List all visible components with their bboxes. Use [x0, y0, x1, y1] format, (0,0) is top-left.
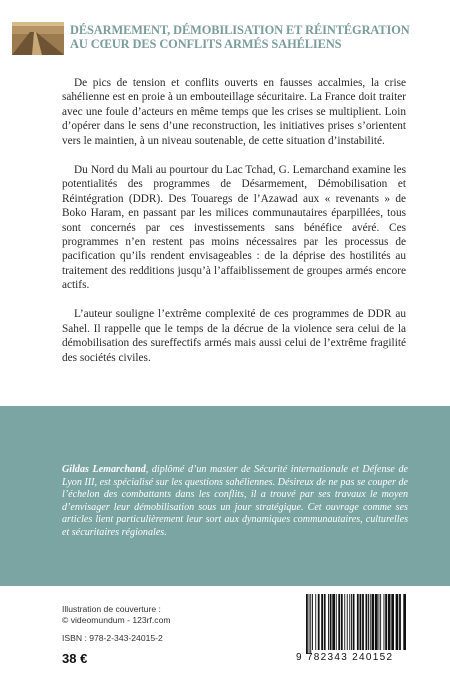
- barcode-bar: [315, 594, 316, 650]
- barcode-bar: [384, 594, 385, 650]
- author-name: Gildas Lemarchand: [62, 464, 146, 475]
- barcode-bar: [347, 594, 348, 650]
- barcode-bar: [370, 594, 371, 650]
- barcode-bar: [372, 594, 375, 650]
- barcode-bar: [336, 594, 337, 650]
- barcode-bar: [353, 594, 355, 650]
- barcode-digits: 9 782343 240152: [296, 652, 394, 663]
- credit-line-2: © videomundum - 123rf.com: [62, 614, 171, 625]
- barcode-bar: [357, 594, 359, 650]
- author-bio: [62, 464, 408, 540]
- barcode-bar: [324, 594, 326, 650]
- barcode-bar: [388, 594, 391, 650]
- barcode-bar: [344, 594, 345, 650]
- price: 38 €: [62, 651, 88, 666]
- barcode-bars: [304, 594, 408, 654]
- barcode-bar: [328, 594, 329, 650]
- credit-line-1: Illustration de couverture :: [62, 604, 161, 614]
- book-title: [70, 23, 440, 51]
- barcode-bar: [385, 594, 387, 650]
- barcode-bar: [310, 594, 311, 654]
- barcode-bar: [391, 594, 394, 650]
- barcode-bar: [349, 594, 350, 650]
- barcode-bar: [399, 594, 401, 650]
- barcode-bar: [330, 594, 332, 650]
- barcode-bar: [351, 594, 352, 650]
- barcode-bar: [403, 594, 406, 650]
- barcode: [296, 594, 412, 668]
- barcode-bar: [380, 594, 381, 650]
- barcode-bar: [321, 594, 323, 650]
- author-bio-text: , diplômé d’un master de Sécurité internationale et Défense de Lyon III, est spécialisé sur les questions sahéliennes. Désireux de ne pas se couper de l’échelon des combattants dans les conflits, il a trouvé par ses travaux le moyen d’envisager leur démobilisation sous un jour stratégique. Cet ouvrage comme ses articles lient particulièrement leur sort aux dynamiques communautaires, culturelles et sécuritaires régionales.: [62, 464, 409, 538]
- summary-paragraph-1: De pics de tension et conflits ouverts en fausses accalmies, la crise sahélienne est en proie à un embouteillage sécuritaire. La France doit traiter avec une foule d’acteurs en même temps que les crises se multiplient. Loin d’opérer dans le sens d’une reconstruction, les initiatives prises s’orientent vers le maintien, à un niveau soutenable, de cette situation d’instabilité.: [62, 77, 406, 147]
- barcode-bar: [379, 594, 380, 650]
- barcode-bar: [366, 594, 368, 650]
- barcode-bar: [309, 594, 310, 654]
- barcode-bar: [360, 594, 362, 650]
- barcode-bar: [318, 594, 320, 650]
- barcode-bar: [312, 594, 313, 650]
- barcode-bar: [341, 594, 343, 650]
- cover-thumbnail-image: [12, 22, 64, 55]
- barcode-bar: [332, 594, 335, 650]
- barcode-bar: [375, 594, 378, 650]
- isbn: ISBN : 978-2-343-24015-2: [62, 633, 163, 643]
- back-cover-summary: [62, 76, 406, 380]
- summary-paragraph-2: Du Nord du Mali au pourtour du Lac Tchad, G. Lemarchand examine les potentialités des programmes de Désarmement, Démobilisation et Réintégration (DDR). Des Touaregs de l’Azawad aux « revenants » de Boko Haram, en passant par les milices communautaires éparpillées, tous sont concernés par ces investissements sans bénéfice avéré. Ces programmes n’en restent pas moins nécessaires par les processus de pacification qu’ils rendent envisageables : de la déprise des hostilités au traitement des redditions jusqu’à l’affaiblissement de groupes armés encore actifs.: [62, 163, 406, 292]
- title-line-1: DÉSARMEMENT, DÉMOBILISATION ET RÉINTÉGRATION: [70, 23, 410, 37]
- barcode-bar: [362, 594, 364, 650]
- barcode-bar: [396, 594, 399, 650]
- barcode-bar: [306, 594, 308, 654]
- illustration-credit: [62, 604, 171, 625]
- title-line-2: AU CŒUR DES CONFLITS ARMÉS SAHÉLIENS: [70, 37, 342, 51]
- author-bio-band: [0, 406, 450, 586]
- summary-paragraph-3: L’auteur souligne l’extrême complexité de ces programmes de DDR au Sahel. Il rappelle que le temps de la décrue de la violence sera celui de la démobilisation des sureffectifs armés mais aussi celui de l’extrême fragilité des sociétés civiles.: [62, 308, 406, 364]
- barcode-bar: [338, 594, 340, 650]
- barcode-bar: [368, 594, 369, 650]
